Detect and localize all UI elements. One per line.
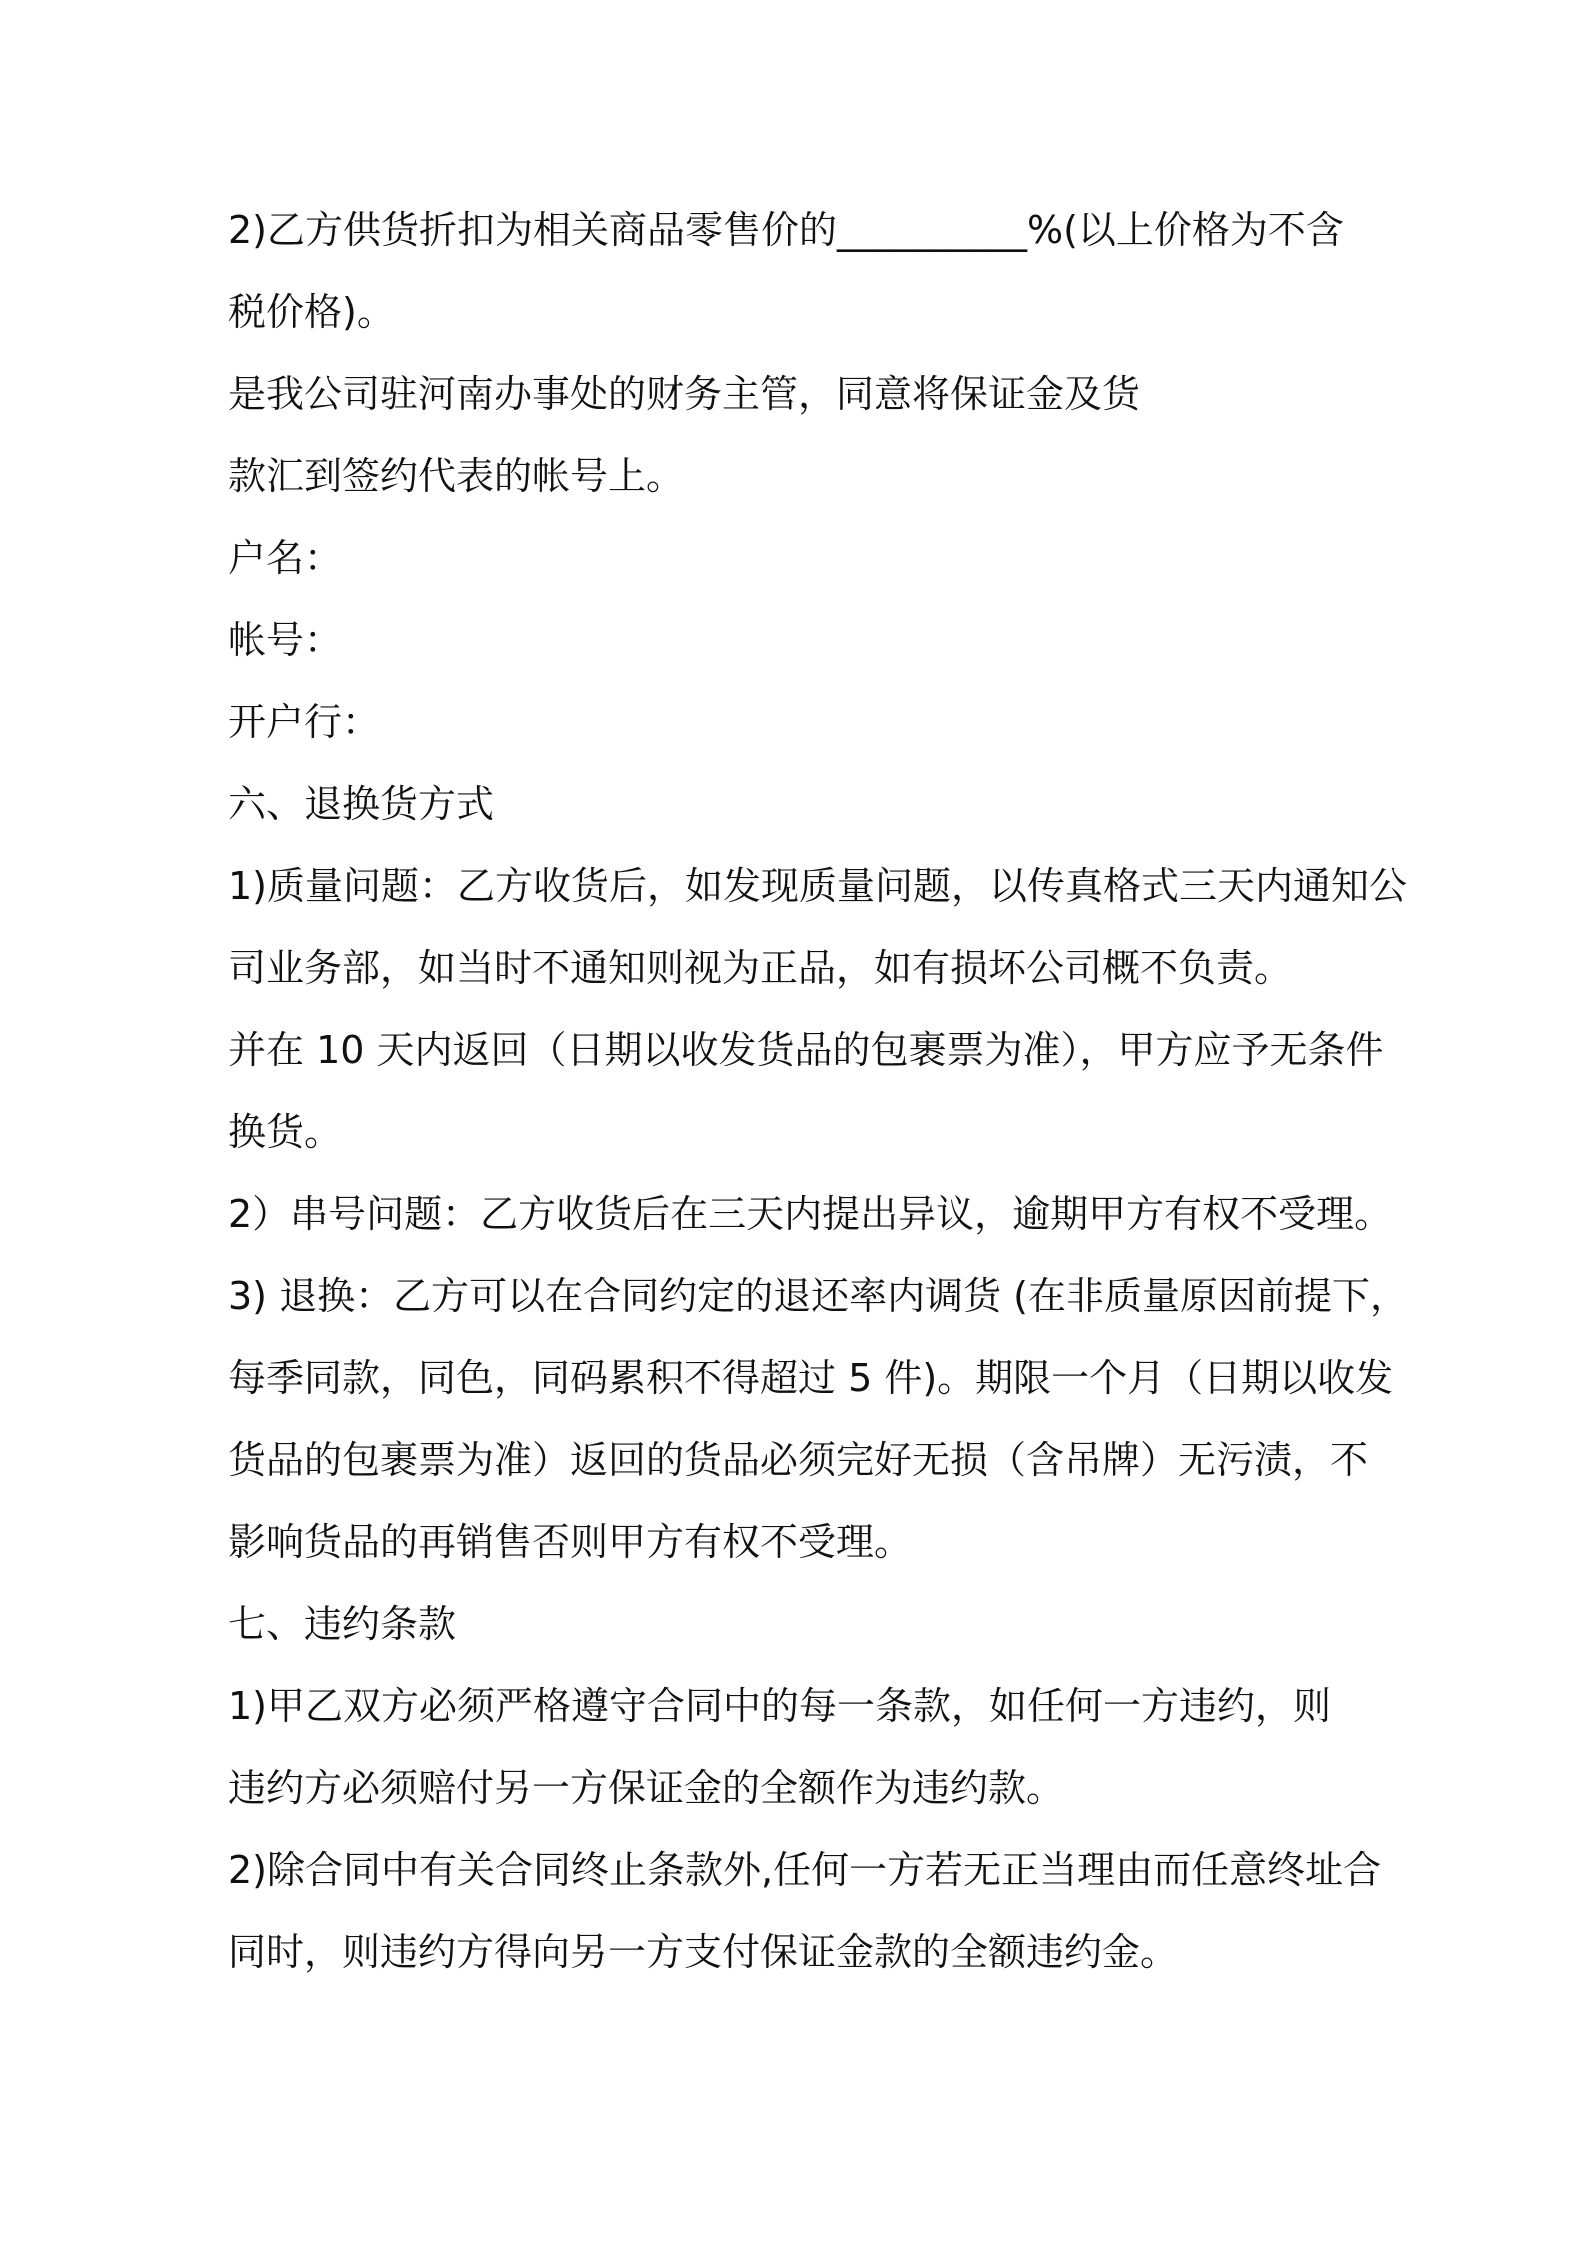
text-line: 1)甲乙双方必须严格遵守合同中的每一条款，如任何一方违约，则 xyxy=(228,1684,1332,1728)
text-line: 2）串号问题：乙方收货后在三天内提出异议，逾期甲方有权不受理。 xyxy=(228,1192,1393,1236)
text-line: 2)乙方供货折扣为相关商品零售价的__________%(以上价格为不含 xyxy=(228,208,1344,252)
section-heading: 七、违约条款 xyxy=(228,1602,457,1646)
text-line: 货品的包裹票为准）返回的货品必须完好无损（含吊牌）无污渍，不 xyxy=(228,1438,1369,1482)
text-line: 是我公司驻河南办事处的财务主管，同意将保证金及货 xyxy=(228,372,1141,416)
text-line: 2)除合同中有关合同终止条款外,任何一方若无正当理由而任意终址合 xyxy=(228,1848,1382,1892)
text-line: 并在 10 天内返回（日期以收发货品的包裹票为准），甲方应予无条件 xyxy=(228,1028,1384,1072)
text-line: 帐号： xyxy=(228,618,343,662)
text-line: 1)质量问题：乙方收货后，如发现质量问题，以传真格式三天内通知公 xyxy=(228,864,1408,908)
text-line: 3) 退换：乙方可以在合同约定的退还率内调货 (在非质量原因前提下， xyxy=(228,1274,1408,1318)
section-heading: 六、退换货方式 xyxy=(228,782,495,826)
text-line: 每季同款，同色，同码累积不得超过 5 件)。期限一个月（日期以收发 xyxy=(228,1356,1394,1400)
text-line: 影响货品的再销售否则甲方有权不受理。 xyxy=(228,1520,913,1564)
text-line: 款汇到签约代表的帐号上。 xyxy=(228,454,685,498)
text-line: 开户行： xyxy=(228,700,381,744)
text-line: 同时，则违约方得向另一方支付保证金款的全额违约金。 xyxy=(228,1930,1179,1974)
text-line: 税价格)。 xyxy=(228,290,395,334)
text-line: 户名： xyxy=(228,536,343,580)
text-line: 换货。 xyxy=(228,1110,343,1154)
text-line: 违约方必须赔付另一方保证金的全额作为违约款。 xyxy=(228,1766,1065,1810)
text-line: 司业务部，如当时不通知则视为正品，如有损坏公司概不负责。 xyxy=(228,946,1293,990)
